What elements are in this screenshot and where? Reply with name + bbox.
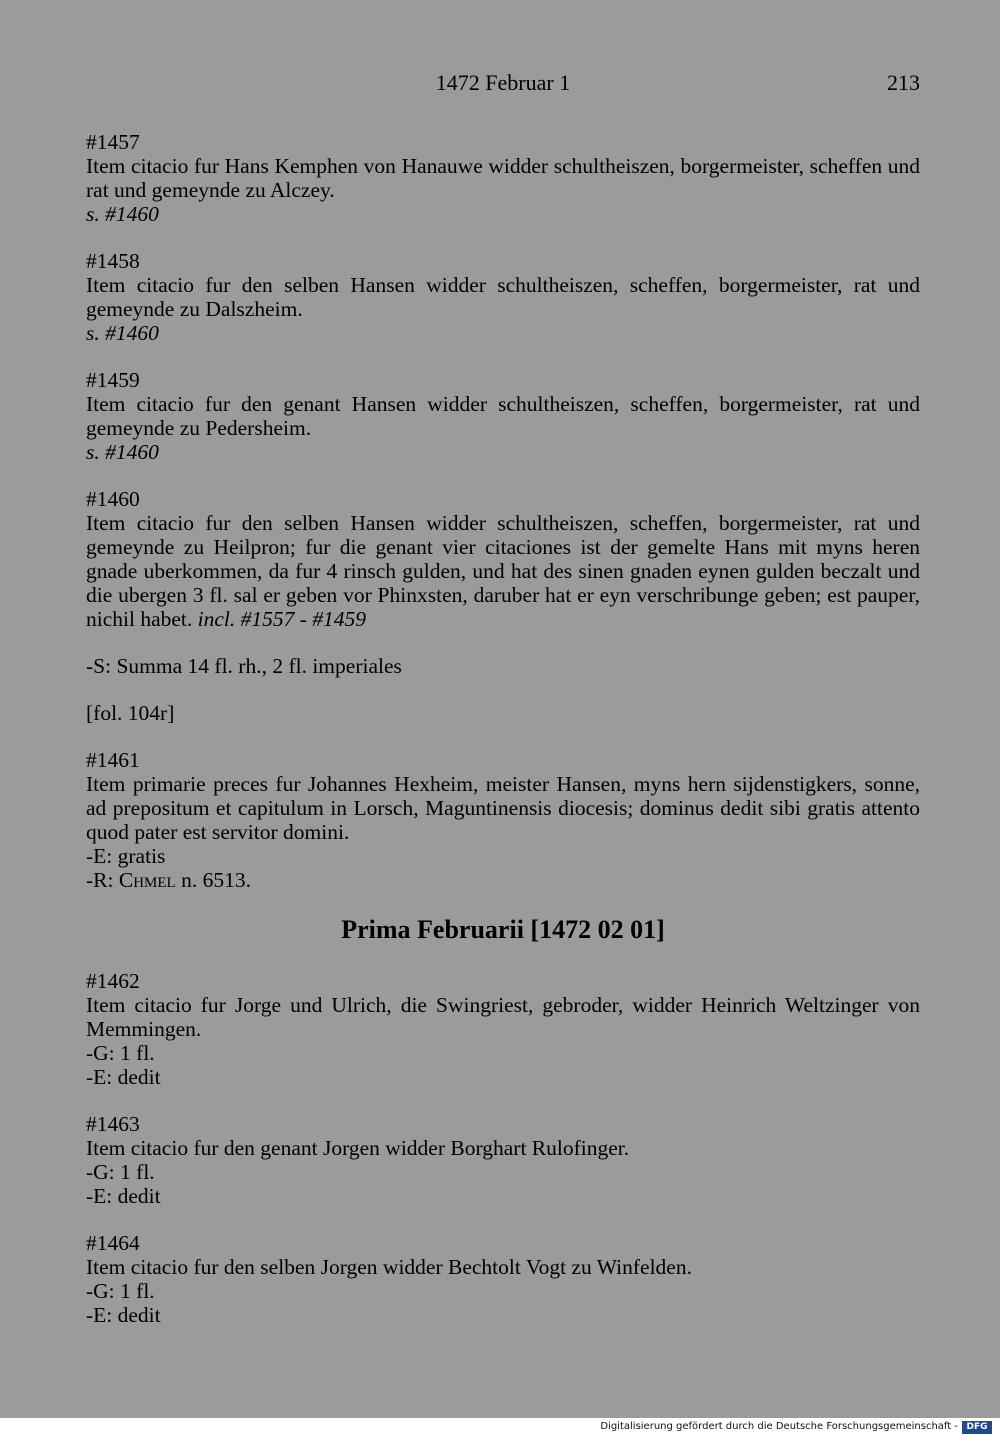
entry-g-line: -G: 1 fl. bbox=[86, 1041, 155, 1065]
entry-text: Item citacio fur den genant Jorgen widder Borghart Rulofinger. bbox=[86, 1136, 630, 1160]
entry-1462 bbox=[86, 969, 920, 1089]
folio-marker bbox=[86, 701, 920, 725]
r-author: Chmel bbox=[118, 868, 176, 892]
entry-e-line: -E: dedit bbox=[86, 1065, 161, 1089]
entry-reference: incl. #1557 - #1459 bbox=[197, 607, 367, 631]
entry-text-main: Item citacio fur den selben Hansen widder schultheiszen, scheffen, borgermeister, rat und gemeynde zu Heilpron; fur die genant vier citaciones ist der gemelte Hans mit myns heren gnade uberkommen, da fur 4 rinsch gulden, und hat des sinen gnaden eynen gulden beczalt und die ubergen 3 fl. sal er geben vor Phinxsten, daruber hat er eyn verschribunge geben; est pauper, nichil habet. bbox=[86, 511, 920, 631]
entry-text: Item primarie preces fur Johannes Hexheim, meister Hansen, myns hern sijdenstigkers, sonne, ad prepositum et capitulum in Lorsch, Maguntinensis diocesis; dominus dedit sibi gratis attento quod pater est servitor domini. bbox=[86, 772, 920, 844]
entry-1464 bbox=[86, 1231, 920, 1327]
entry-number: #1459 bbox=[86, 368, 140, 392]
entry-g-line: -G: 1 fl. bbox=[86, 1279, 155, 1303]
r-suffix: n. 6513. bbox=[175, 868, 251, 892]
entry-number: #1463 bbox=[86, 1112, 140, 1136]
entry-reference: s. #1460 bbox=[86, 321, 159, 345]
r-prefix: -R: bbox=[86, 868, 119, 892]
summa-text: -S: Summa 14 fl. rh., 2 fl. imperiales bbox=[86, 654, 402, 678]
entry-g-line: -G: 1 fl. bbox=[86, 1160, 155, 1184]
entry-text: Item citacio fur Jorge und Ulrich, die Swingriest, gebroder, widder Heinrich Weltzinger von Memmingen. bbox=[86, 993, 920, 1041]
entry-reference: s. #1460 bbox=[86, 202, 159, 226]
entry-reference: s. #1460 bbox=[86, 440, 159, 464]
entry-1459 bbox=[86, 368, 920, 464]
entry-number: #1464 bbox=[86, 1231, 140, 1255]
page-content bbox=[86, 130, 920, 1350]
folio-text: [fol. 104r] bbox=[86, 701, 175, 725]
section-heading: Prima Februarii [1472 02 01] bbox=[341, 915, 665, 944]
running-header bbox=[86, 70, 920, 100]
entry-number: #1460 bbox=[86, 487, 140, 511]
entry-1458 bbox=[86, 249, 920, 345]
entry-number: #1461 bbox=[86, 748, 140, 772]
page-number: 213 bbox=[887, 70, 920, 95]
entry-number: #1457 bbox=[86, 130, 140, 154]
entry-text bbox=[86, 511, 920, 631]
funding-credit: Digitalisierung gefördert durch die Deutsche Forschungsgemeinschaft - bbox=[600, 1421, 958, 1432]
footer-bar bbox=[0, 1418, 1000, 1439]
entry-1461 bbox=[86, 748, 920, 892]
entry-text: Item citacio fur den selben Jorgen widder Bechtolt Vogt zu Winfelden. bbox=[86, 1255, 692, 1279]
entry-e-line: -E: dedit bbox=[86, 1184, 161, 1208]
entry-number: #1458 bbox=[86, 249, 140, 273]
running-title: 1472 Februar 1 bbox=[435, 70, 571, 95]
entry-text: Item citacio fur Hans Kemphen von Hanauwe widder schultheiszen, borgermeister, scheffen und rat und gemeynde zu Alczey. bbox=[86, 154, 920, 202]
entry-number: #1462 bbox=[86, 969, 140, 993]
entry-e-line: -E: gratis bbox=[86, 844, 166, 868]
summa-line bbox=[86, 654, 920, 678]
entry-1463 bbox=[86, 1112, 920, 1208]
entry-r-line bbox=[86, 868, 920, 892]
entry-text: Item citacio fur den selben Hansen widder schultheiszen, scheffen, borgermeister, rat und gemeynde zu Dalszheim. bbox=[86, 273, 920, 321]
dfg-logo[interactable]: DFG bbox=[962, 1421, 992, 1434]
entry-1457 bbox=[86, 130, 920, 226]
entry-text: Item citacio fur den genant Hansen widder schultheiszen, scheffen, borgermeister, rat und gemeynde zu Pedersheim. bbox=[86, 392, 920, 440]
entry-e-line: -E: dedit bbox=[86, 1303, 161, 1327]
entry-1460 bbox=[86, 487, 920, 631]
